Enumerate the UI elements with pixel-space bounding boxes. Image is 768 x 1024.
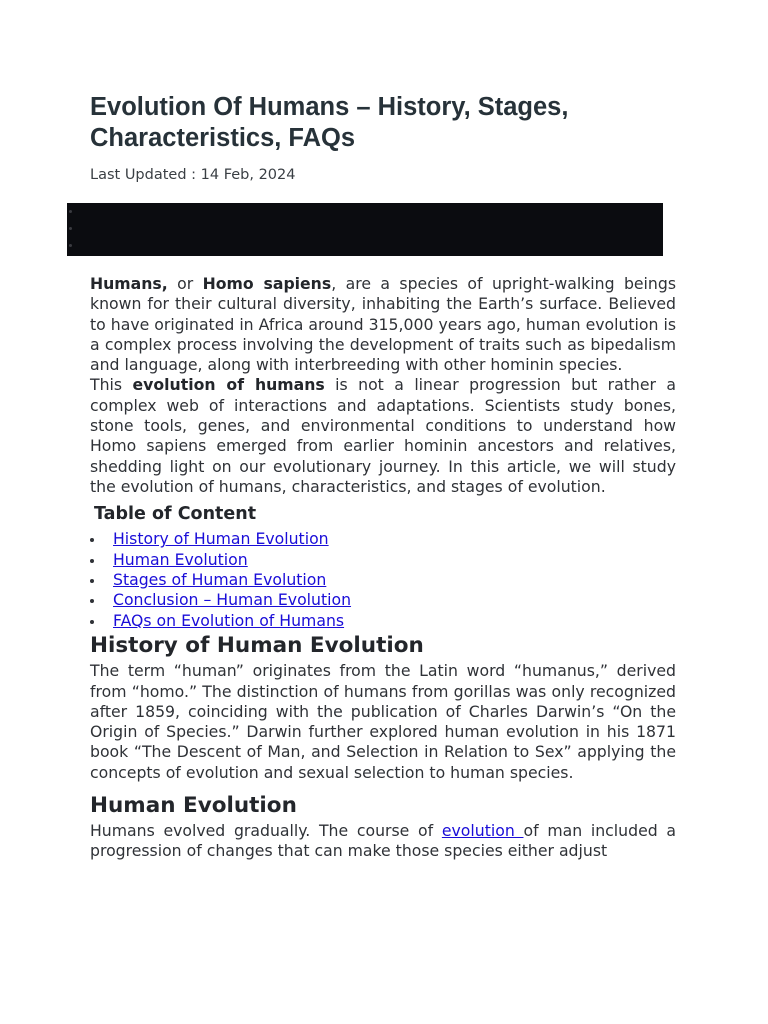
table-of-content bbox=[90, 529, 676, 631]
banner-dot-icon bbox=[69, 244, 72, 247]
toc-link-conclusion[interactable]: Conclusion – Human Evolution bbox=[113, 590, 352, 610]
toc-link-human-evolution[interactable]: Human Evolution bbox=[113, 549, 248, 569]
heading-history: History of Human Evolution bbox=[90, 633, 424, 659]
toc-item bbox=[90, 550, 676, 570]
toc-item bbox=[90, 570, 676, 590]
intro-text-1: , are a species of upright-walking beings known for their cultural diversity, inhabiting the Earth’s surface. Believed to have originated in Africa around 315,000 years ago, human evolution is a complex process involving the development of traits such as bipedalism and language, along with interbreeding with other hominin species. bbox=[90, 274, 676, 375]
toc-title: Table of Content bbox=[94, 504, 257, 525]
intro-paragraph-2 bbox=[90, 375, 676, 497]
toc-item bbox=[90, 590, 676, 610]
toc-item bbox=[90, 529, 676, 549]
term-homo-sapiens: Homo sapiens bbox=[202, 274, 332, 293]
evolution-text-b: of man included a progression of changes that can make those species either adjust bbox=[90, 821, 677, 861]
evolution-paragraph bbox=[90, 821, 676, 862]
ad-banner[interactable] bbox=[67, 203, 663, 256]
article-title: Evolution Of Humans – History, Stages, Characteristics, FAQs bbox=[90, 93, 569, 152]
intro-text-2b: is not a linear progression but rather a complex web of interactions and adaptations. Scientists study bones, stone tools, genes, and environmental conditions to understand how Homo sapiens emerged from earlier hominin ancestors and relatives, shedding light on our evolutionary journey. In this article, we will study the evolution of humans, characteristics, and stages of evolution. bbox=[90, 375, 676, 496]
intro-text-2a: This bbox=[90, 375, 133, 395]
intro-or: or bbox=[167, 274, 203, 293]
toc-link-history[interactable]: History of Human Evolution bbox=[113, 529, 329, 549]
heading-human-evolution: Human Evolution bbox=[90, 793, 297, 819]
banner-dot-icon bbox=[69, 210, 72, 213]
banner-dot-icon bbox=[69, 227, 72, 230]
evolution-text-a: Humans evolved gradually. The course of bbox=[90, 821, 442, 841]
intro-paragraph-1 bbox=[90, 274, 676, 375]
term-humans: Humans, bbox=[90, 274, 168, 293]
article-body bbox=[90, 274, 676, 862]
toc-link-stages[interactable]: Stages of Human Evolution bbox=[113, 570, 327, 590]
term-evolution-of-humans: evolution of humans bbox=[132, 375, 325, 395]
history-paragraph: The term “human” originates from the Latin word “humanus,” derived from “homo.” The distinction of humans from gorillas was only recognized after 1859, coinciding with the publication of Charles Darwin’s “On the Origin of Species.” Darwin further explored human evolution in his 1871 book “The Descent of Man, and Selection in Relation to Sex” applying the concepts of evolution and sexual selection to human species. bbox=[90, 661, 676, 782]
toc-link-faqs[interactable]: FAQs on Evolution of Humans bbox=[113, 610, 345, 630]
evolution-link[interactable]: evolution bbox=[441, 821, 524, 841]
toc-item bbox=[90, 611, 676, 631]
last-updated: Last Updated : 14 Feb, 2024 bbox=[90, 167, 296, 183]
